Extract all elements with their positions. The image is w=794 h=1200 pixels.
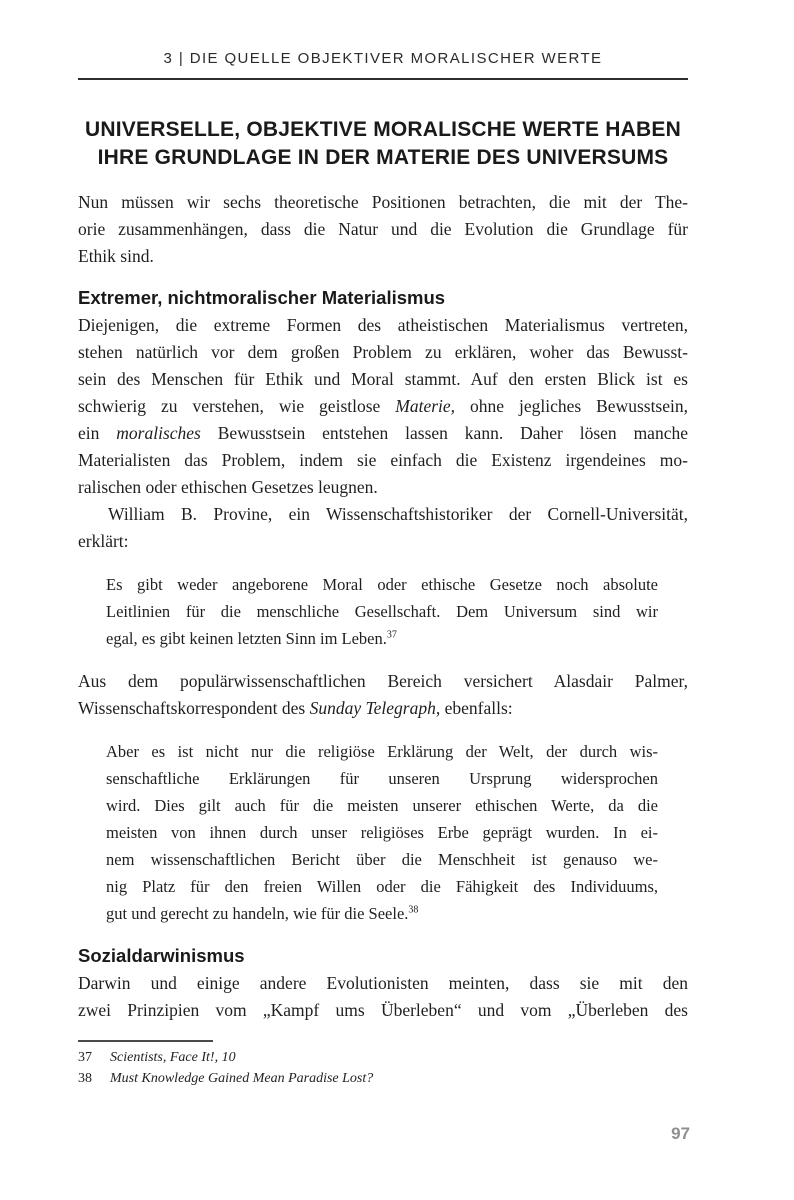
- text-segment: moralisches: [116, 423, 201, 443]
- text-line: [106, 792, 658, 819]
- text-line: [78, 243, 688, 270]
- text-line: [78, 997, 688, 1024]
- text-line: [106, 738, 658, 765]
- text-line: [106, 571, 658, 598]
- page-number: 97: [671, 1124, 690, 1143]
- text-segment: Wissenschaftskorrespondent des: [78, 698, 310, 718]
- text-segment: Leitlinien für die menschliche Gesellschaft. Dem Universum sind wir: [106, 602, 658, 621]
- text-line: [78, 393, 688, 420]
- text-segment: Es gibt weder angeborene Moral oder ethische Gesetze noch absolute: [106, 575, 658, 594]
- text-line: [78, 695, 688, 722]
- text-line: [78, 339, 688, 366]
- block-quote: [106, 738, 658, 927]
- text-line: [106, 900, 658, 927]
- text-segment: nem wissenschaftlichen Bericht über die Menschheit ist genauso we-: [106, 850, 658, 869]
- block-quote: [106, 571, 658, 652]
- text-segment: meisten von ihnen durch unser religiöses Erbe geprägt wurden. In ei-: [106, 823, 658, 842]
- text-segment: Bewusstsein entstehen lassen kann. Daher lösen manche: [200, 423, 688, 443]
- text-line: [78, 216, 688, 243]
- text-line: [78, 501, 688, 528]
- text-segment: senschaftliche Erklärungen für unseren Ursprung widersprochen: [106, 769, 658, 788]
- text-line: [106, 598, 658, 625]
- footnote-ref: 38: [408, 904, 419, 916]
- text-segment: Aber es ist nicht nur die religiöse Erklärung der Welt, der durch wis-: [106, 742, 658, 761]
- text-line: [78, 189, 688, 216]
- text-line: [106, 819, 658, 846]
- header-rule: [78, 78, 688, 80]
- text-segment: Ethik sind.: [78, 246, 154, 266]
- title-line: UNIVERSELLE, OBJEKTIVE MORALISCHE WERTE HABEN: [85, 118, 681, 141]
- text-segment: nig Platz für den freien Willen oder die Fähigkeit des Individuums,: [106, 877, 658, 896]
- paragraph: [78, 312, 688, 501]
- text-line: [78, 970, 688, 997]
- text-segment: Darwin und einige andere Evolutionisten meinten, dass sie mit den: [78, 973, 688, 993]
- section-heading: Sozialdarwinismus: [78, 945, 245, 966]
- text-segment: ralischen oder ethischen Gesetzes leugnen.: [78, 477, 378, 497]
- text-segment: Sunday Telegraph,: [309, 698, 441, 718]
- text-segment: Nun müssen wir sechs theoretische Positionen betrachten, die mit der The-: [78, 192, 688, 212]
- text-line: [106, 625, 658, 652]
- text-segment: orie zusammenhängen, dass die Natur und die Evolution die Grundlage für: [78, 219, 688, 239]
- text-segment: zwei Prinzipien vom „Kampf ums Überleben“ und vom „Überleben des: [78, 1000, 688, 1020]
- running-header: 3 | DIE QUELLE OBJEKTIVER MORALISCHER WERTE: [163, 50, 603, 67]
- title-line: IHRE GRUNDLAGE IN DER MATERIE DES UNIVERSUMS: [97, 146, 669, 169]
- footnote-text: Must Knowledge Gained Mean Paradise Lost?: [110, 1071, 374, 1086]
- text-line: [78, 420, 688, 447]
- text-segment: Materialisten das Problem, indem sie einfach die Existenz irgendeines mo-: [78, 450, 688, 470]
- text-line: [106, 765, 658, 792]
- footnote: [78, 1068, 688, 1089]
- text-segment: William B. Provine, ein Wissenschaftshistoriker der Cornell-Universität,: [108, 504, 688, 524]
- chapter-title: [78, 116, 688, 172]
- text-segment: egal, es gibt keinen letzten Sinn im Leben.: [106, 629, 387, 648]
- footnote: [78, 1047, 688, 1068]
- text-segment: sein des Menschen für Ethik und Moral stammt. Auf den ersten Blick ist es: [78, 369, 688, 389]
- page-content: [78, 0, 688, 1089]
- text-segment: ein: [78, 423, 117, 443]
- text-line: [106, 873, 658, 900]
- footnote-number: 38: [78, 1071, 92, 1086]
- text-segment: schwierig zu verstehen, wie geistlose: [78, 396, 396, 416]
- text-segment: Diejenigen, die extreme Formen des atheistischen Materialismus vertreten,: [78, 315, 688, 335]
- text-line: [78, 528, 688, 555]
- footnote-rule: [78, 1040, 213, 1042]
- text-line: [106, 846, 658, 873]
- footnote-text: Scientists, Face It!, 10: [110, 1050, 236, 1065]
- footnote-number: 37: [78, 1050, 92, 1065]
- paragraph: [78, 668, 688, 722]
- text-segment: wird. Dies gilt auch für die meisten unserer ethischen Werte, da die: [106, 796, 658, 815]
- text-segment: stehen natürlich vor dem großen Problem zu erklären, woher das Bewusst-: [78, 342, 688, 362]
- footnotes: [78, 1040, 688, 1089]
- section-heading: Extremer, nichtmoralischer Materialismus: [78, 287, 446, 308]
- paragraph: [78, 970, 688, 1024]
- text-segment: ebenfalls:: [440, 698, 513, 718]
- text-segment: erklärt:: [78, 531, 129, 551]
- body-blocks: [78, 189, 688, 1024]
- text-segment: Aus dem populärwissenschaftlichen Bereich versichert Alasdair Palmer,: [78, 671, 688, 691]
- text-line: [78, 447, 688, 474]
- footnote-ref: 37: [386, 629, 397, 641]
- text-segment: gut und gerecht zu handeln, wie für die Seele.: [106, 904, 409, 923]
- text-line: [78, 668, 688, 695]
- text-segment: ohne jegliches Bewusstsein,: [455, 396, 688, 416]
- paragraph: [78, 189, 688, 270]
- text-segment: Materie,: [395, 396, 456, 416]
- text-line: [78, 312, 688, 339]
- text-line: [78, 474, 688, 501]
- text-line: [78, 366, 688, 393]
- paragraph: [78, 501, 688, 555]
